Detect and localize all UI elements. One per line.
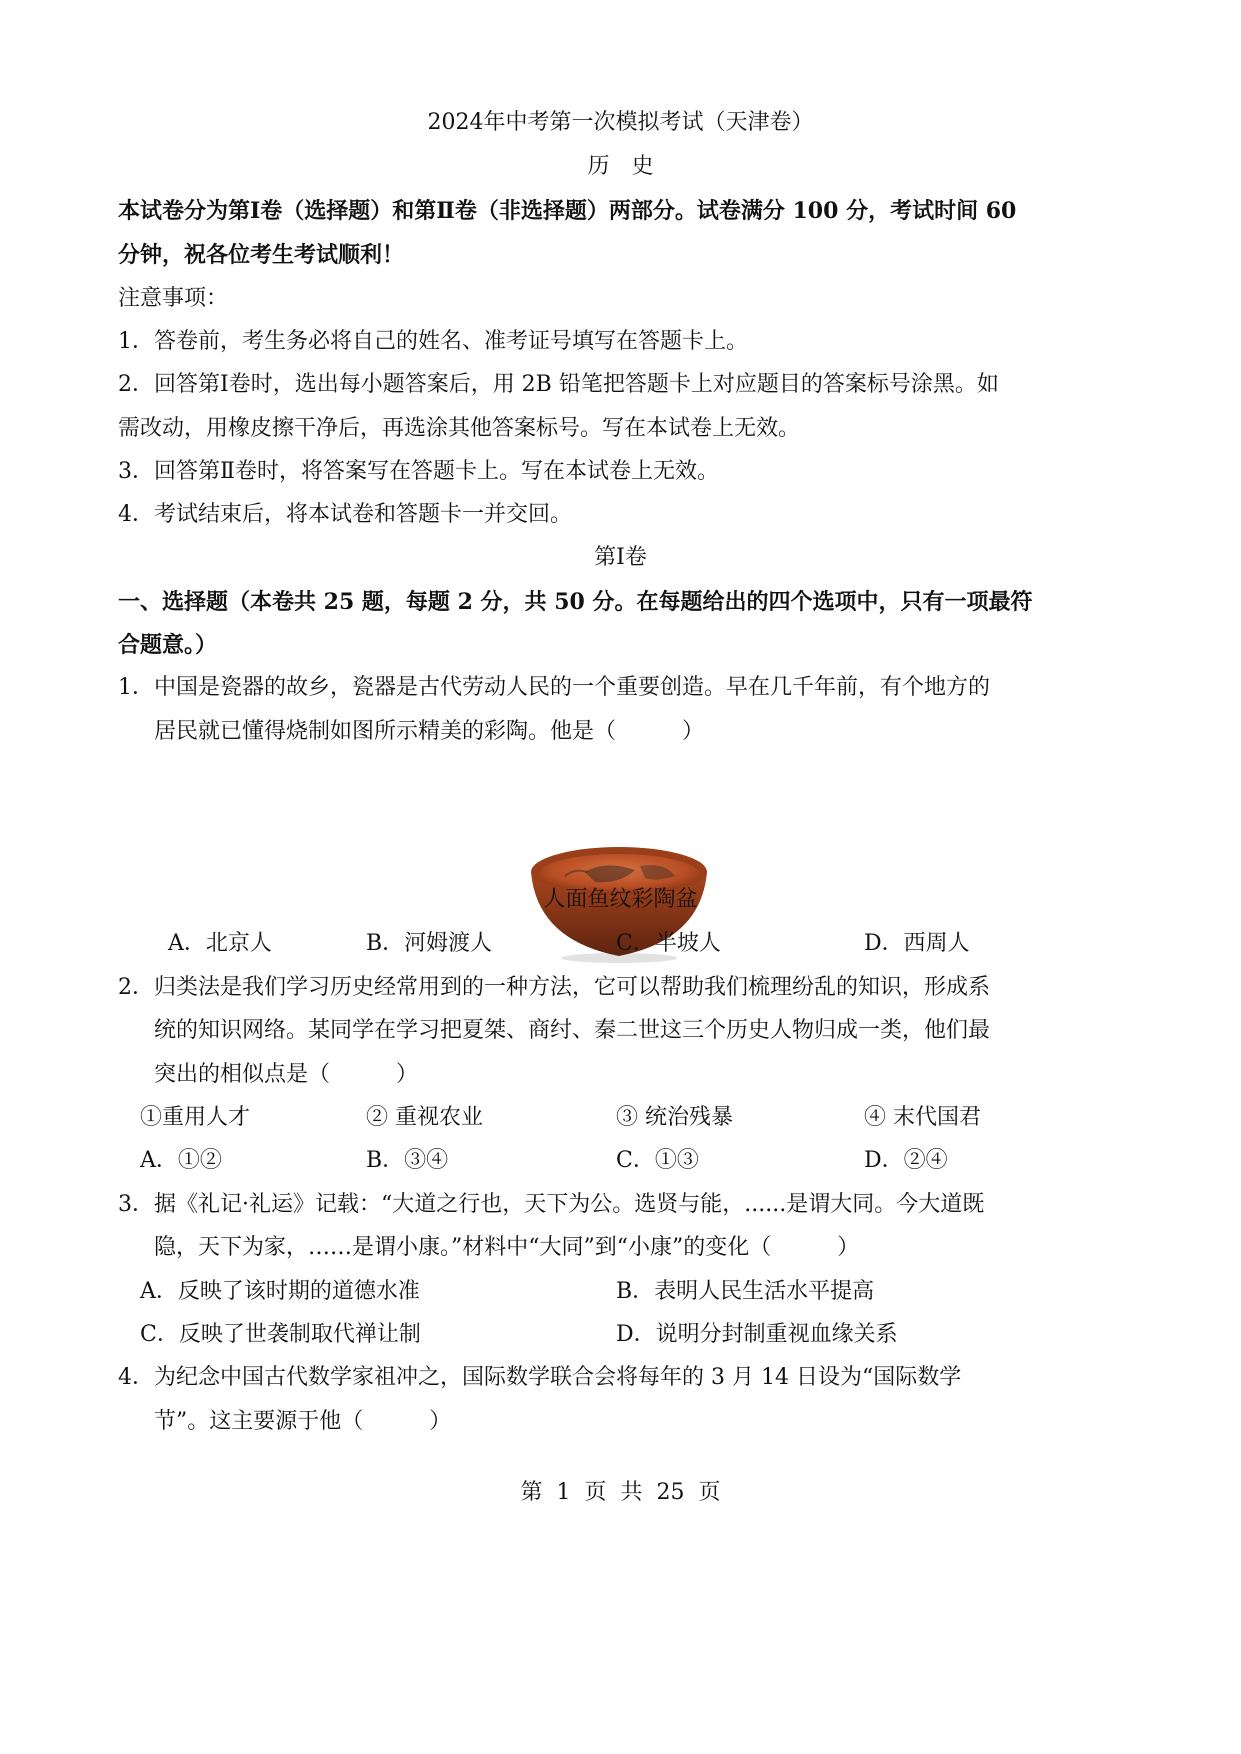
- q2-option-a[interactable]: A．①②: [140, 1148, 222, 1173]
- q3-line-2: 隐，天下为家，……是谓小康。”材料中“大同”到“小康”的变化（ ）: [154, 1235, 860, 1260]
- subject-title: 历 史: [587, 154, 654, 179]
- q2-line-1: 2．归类法是我们学习历史经常用到的一种方法，它可以帮助我们梳理纷乱的知识，形成系: [118, 975, 991, 1000]
- q2-item-3: ③ 统治残暴: [616, 1105, 733, 1130]
- q3-option-b[interactable]: B．表明人民生活水平提高: [616, 1279, 875, 1304]
- notice-item-2: 2．回答第Ⅰ卷时，选出每小题答案后，用 2B 铅笔把答题卡上对应题目的答案标号涂黑。如: [118, 372, 999, 397]
- q3-line-1: 3．据《礼记·礼运》记载：“大道之行也，天下为公。选贤与能，......是谓大同。今大道既: [118, 1192, 985, 1217]
- q2-option-b[interactable]: B．③④: [366, 1148, 449, 1173]
- intro-line-2: 分钟，祝各位考生考试顺利！: [118, 242, 405, 268]
- q1-option-d[interactable]: D．西周人: [864, 931, 970, 956]
- section-heading-1: 一、选择题（本卷共 25 题，每题 2 分，共 50 分。在每题给出的四个选项中，只有一项最符: [118, 589, 1033, 615]
- notice-item-3: 3．回答第Ⅱ卷时，将答案写在答题卡上。写在本试卷上无效。: [118, 459, 719, 484]
- volume-heading: 第Ⅰ卷: [594, 545, 647, 570]
- q2-line-3: 突出的相似点是（ ）: [154, 1062, 419, 1087]
- q4-line-2: 节”。这主要源于他（ ）: [154, 1409, 452, 1434]
- q2-item-4: ④ 末代国君: [864, 1105, 981, 1130]
- q3-option-c[interactable]: C．反映了世袭制取代禅让制: [140, 1322, 421, 1347]
- q1-option-a[interactable]: A．北京人: [168, 931, 272, 956]
- q1-option-b[interactable]: B．河姆渡人: [366, 931, 493, 956]
- q3-option-a[interactable]: A．反映了该时期的道德水准: [140, 1279, 420, 1304]
- notice-item-4: 4．考试结束后，将本试卷和答题卡一并交回。: [118, 502, 572, 527]
- notice-item-1: 1．答卷前，考生务必将自己的姓名、准考证号填写在答题卡上。: [118, 329, 748, 354]
- q1-image-caption: 人面鱼纹彩陶盆: [543, 887, 698, 912]
- q4-line-1: 4．为纪念中国古代数学家祖冲之，国际数学联合会将每年的 3 月 14 日设为“国际数学: [118, 1365, 962, 1390]
- q2-line-2: 统的知识网络。某同学在学习把夏桀、商纣、秦二世这三个历史人物归成一类，他们最: [154, 1018, 991, 1043]
- q2-option-c[interactable]: C．①③: [616, 1148, 699, 1173]
- notice-title: 注意事项：: [118, 286, 229, 311]
- q2-item-2: ② 重视农业: [366, 1105, 483, 1130]
- q1-line-1: 1．中国是瓷器的故乡，瓷器是古代劳动人民的一个重要创造。早在几千年前，有个地方的: [118, 675, 991, 700]
- q2-item-1: ①重用人才: [140, 1105, 251, 1130]
- q1-option-c[interactable]: C．半坡人: [616, 931, 721, 956]
- q3-option-d[interactable]: D．说明分封制重视血缘关系: [616, 1322, 898, 1347]
- q2-option-d[interactable]: D．②④: [864, 1148, 948, 1173]
- intro-line-1: 本试卷分为第Ⅰ卷（选择题）和第Ⅱ卷（非选择题）两部分。试卷满分 100 分，考试时间 60: [118, 198, 1017, 224]
- section-heading-2: 合题意。）: [118, 632, 218, 658]
- notice-item-2-cont: 需改动，用橡皮擦干净后，再选涂其他答案标号。写在本试卷上无效。: [118, 416, 801, 441]
- exam-title: 2024年中考第一次模拟考试（天津卷）: [427, 110, 814, 135]
- q1-line-2: 居民就已懂得烧制如图所示精美的彩陶。他是（ ）: [154, 719, 705, 744]
- page-number: 第 1 页 共 25 页: [520, 1480, 721, 1505]
